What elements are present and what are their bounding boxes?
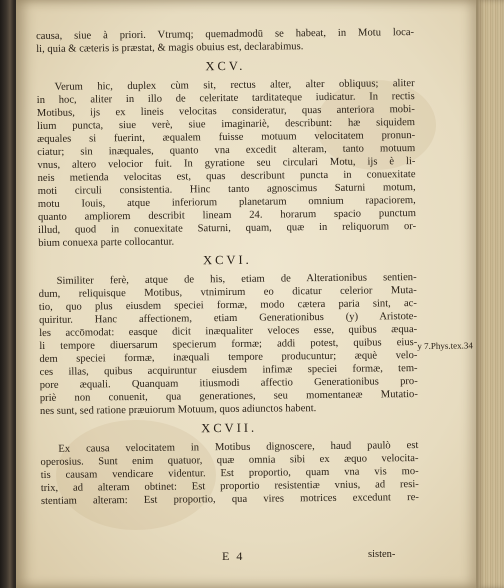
text-line: li tempore diuersarum specierum formæ; addi potest, quibus eius- [39, 337, 418, 352]
text-line: dum, reliquisque Motibus, vtnimirum eo dicatur celerior Muta- [38, 285, 417, 300]
text-line: neis metienda velocitas est, quas describunt puncta in conuexitate [37, 169, 416, 184]
text-line: li, quia & cæteris is præstat, & magis obuius est, declarabimus. [36, 41, 304, 55]
text-line: æquales si fuerint, æqualem fuisse motuum velocitatem pronun- [37, 130, 416, 145]
text-line: dem speciei formæ, inæquali tempore producuntur; æquè velo- [39, 350, 418, 365]
text-line: Motibus, ijs ex lineis velocitas consideratur, quas anteriora mobi- [36, 104, 415, 119]
page-edges [476, 0, 504, 588]
text-line: operosius. Sunt enim quatuor, quæ omnia sibi ex æquo velocita- [40, 453, 419, 468]
text-line: trix, ad alteram obtinet: Est proportio resistentiæ vnius, ad resi- [40, 479, 419, 494]
catchword: sisten- [368, 549, 396, 560]
text-line: stentiam alteram: Est proportio, qua vires motrices excedunt re- [40, 492, 419, 507]
text-line: les accōmodat: easque dicit inæqualiter veloces esse, quibus æqua- [39, 324, 418, 339]
text-line: Ex causa velocitatem in Motibus dignoscere, haud paulò est [58, 440, 419, 455]
section-xcv [36, 58, 416, 250]
text-line: illud, quod in conuexitate Saturni, quam, quæ in reliquorum or- [38, 221, 417, 236]
text-line: bium conuexa parte collocantur. [38, 236, 175, 249]
text-line: quanto ampliorem describit lineam 24. horarum spacio punctum [37, 208, 417, 223]
section-heading: XCVI. [203, 252, 252, 268]
text-line: motu Iouis, atque inferiorum planetarum omnium rapaciorem, [37, 195, 416, 210]
text-line: vnus, altero velocior fuit. In gyratione seu circulari Motu, ijs è li- [37, 156, 416, 171]
text-line: Verum hic, duplex cùm sit, rectus alter, alter obliquus; aliter [54, 78, 415, 93]
top-paragraph [36, 26, 414, 56]
text-line: quiritur. Hanc affectionem, etiam Generationibus (y) Aristote- [38, 311, 418, 326]
text-line: tis causam vendicare videntur. Est proportio, quam vna vis mo- [40, 466, 419, 481]
signature-mark: E 4 [222, 549, 245, 563]
page-paper [16, 0, 476, 588]
section-xcvii [40, 420, 419, 508]
text-block [36, 26, 473, 508]
section-heading: XCVII. [201, 420, 258, 436]
text-line: ciatur; sin inæquales, quanto vna excedit alteram, tanto motuum [37, 143, 416, 158]
text-line: causa, siue à priori. Vtrumq; quemadmodū se habeat, in Motu loca- [36, 27, 415, 42]
text-line: pore æquali. Quanquam itiusmodi affectio Generationibus pro- [39, 376, 418, 391]
text-line: Similiter ferè, atque de his, etiam de Alterationibus sentien- [56, 272, 417, 287]
marginal-note: y 7.Phys.tex.34 [417, 340, 473, 352]
section-heading: XCV. [205, 58, 246, 74]
text-line: priè non conuenit, qua generationes, seu momentaneæ Mutatio- [39, 389, 418, 404]
text-line: moti circuli consistentia. Hinc tanto agnoscimus Saturni motum, [37, 182, 416, 197]
text-line: in hoc, aliter in illo de celeritate tarditateque iudicatur. In rectis [36, 91, 415, 106]
text-line: lium puncta, siue verè, siue imaginariè, describunt: hæ siquidem [36, 117, 416, 132]
text-line: tio, quo plus eiusdem speciei formæ, modo cætera paria sint, ac- [38, 298, 417, 313]
section-xcvi [38, 252, 418, 418]
text-line: nes sunt, sed ratione præuiorum Motuum, quos adiunctos habent. [39, 403, 317, 417]
text-line: ces illas, quibus acquiruntur eiusdem infimæ speciei formæ, tem- [39, 363, 418, 378]
